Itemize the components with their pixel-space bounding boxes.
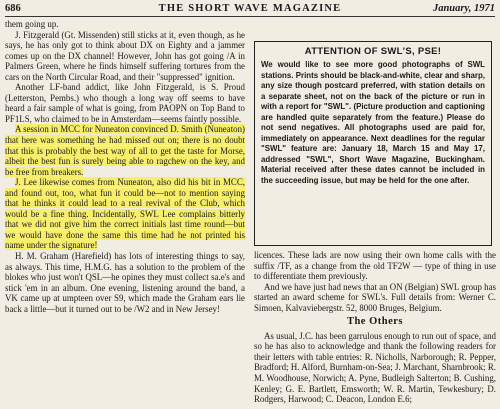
right-column [254,250,496,405]
highlighted-paragraph [5,177,245,251]
issue-date: January, 1971 [432,3,495,14]
right-column-top [254,19,496,39]
paragraph: licences. These lads are now using their own home calls with the suffix /TF, as a change from the old TF2W — type of thing in use to differentiate them previously. [254,250,496,282]
paragraph: them going up. [5,19,59,29]
left-column [5,19,245,407]
paragraph: And we have just had news that an ON (Belgian) SWL group has started an award scheme for SWL's. Full details from: Werner C. Simoen, Kalvaviebergstr. 52, 8000 Bruges, Belgium. [254,281,496,313]
highlighted-paragraph [5,124,245,177]
page-number: 686 [5,3,21,14]
paragraph: H. M. Graham (Harefield) has lots of interesting things to say, as always. This time, H.M.G. has a solution to the problem of the blokes who just won't QSL—he opines they must collect sa.e's and stick 'em in an album. One evening, listening around the band, a VK came up at umpteen over S9, which made the Graham ears lie back a little—but it turned out to be /W2 and in New Jersey! [5,251,245,314]
magazine-title: THE SHORT WAVE MAGAZINE [158,3,342,14]
highlight: J. Lee likewise comes from Nuneaton, also did his bit in MCC, and found out, too, what fun it could be—not to mention saying that he thinks it could lead to a real revival of the Club, which would be a fine thing. Incidentally, SWL Lee complains bitterly that we did not give him the correct initials last time round—but we would have done the same this time had he not printed his name under the signature! [5,177,245,251]
notice-title: ATTENTION OF SWL'S, PSE! [304,46,442,57]
page-header [5,2,495,17]
paragraph: J. Fitzgerald (Gt. Missenden) still sticks at it, even though, as he says, he has only got to think about DX on Eighty and a jammer comes up on the DX channel! However, John has got going /A in Palmers Green, where he finds himself suffering tortures from the cars on the North Circular Road, and their "suppressed" ignition. [5,29,245,82]
paragraph: Another LF-band addict, like John Fitzgerald, is S. Proud (Letterston, Pembs.) who though a long way off seems to have heard a fair sample of what is going, from PAOPN on Top Band to PF1LS, who claimed to be in Amsterdam—seems faintly possible. [5,82,245,124]
highlight: A session in MCC for Nuneaton convinced D. Smith (Nuneaton) that here was something he had missed out on; there is no doubt that this is probably the best way of all to get the taste for Morse, albeit the best fun is surely being able to ragchew on the key, and be free from breakers. [5,124,245,177]
notice-body: We would like to see more good photographs of SWL stations. Prints should be black-and-white, clear and sharp, any size though postcard preferred, with station details on a separate sheet, not on the back of the picture or run in with a report for "SWL". (Picture production and captioning are handled quite separately from the feature.) Please do not send negatives. All photographs used are paid for, immediately on appearance. Next deadlines for the regular "SWL" feature are: January 18, March 15 and May 17, addressed "SWL", Short Wave Magazine, Buckingham. Material received after these dates cannot be included in the succeeding issue, but may be held for the one after. [261,60,485,185]
notice-box [254,41,492,246]
paragraph-fragment [254,19,496,30]
paragraph: As usual, J.C. has been garrulous enough to run out of space, and so he has also to acknowledge and thank the following readers for their letters with table entries: R. Nicholls, Narborough; R. Pepper, Bradford; H. Alford, Burnham-on-Sea; J. Marchant, Sharnbrook; R. M. Woodhouse, Norwich; A. Pyne, Budleigh Salterton; B. Cushing, Kenley; G. E. Bartlett, Emsworth; W. R. Martin, Tewkesbury; D. Rodgers, Harwood; C. Deacon, London E.6; [254,330,496,405]
section-heading: The Others [346,316,404,328]
